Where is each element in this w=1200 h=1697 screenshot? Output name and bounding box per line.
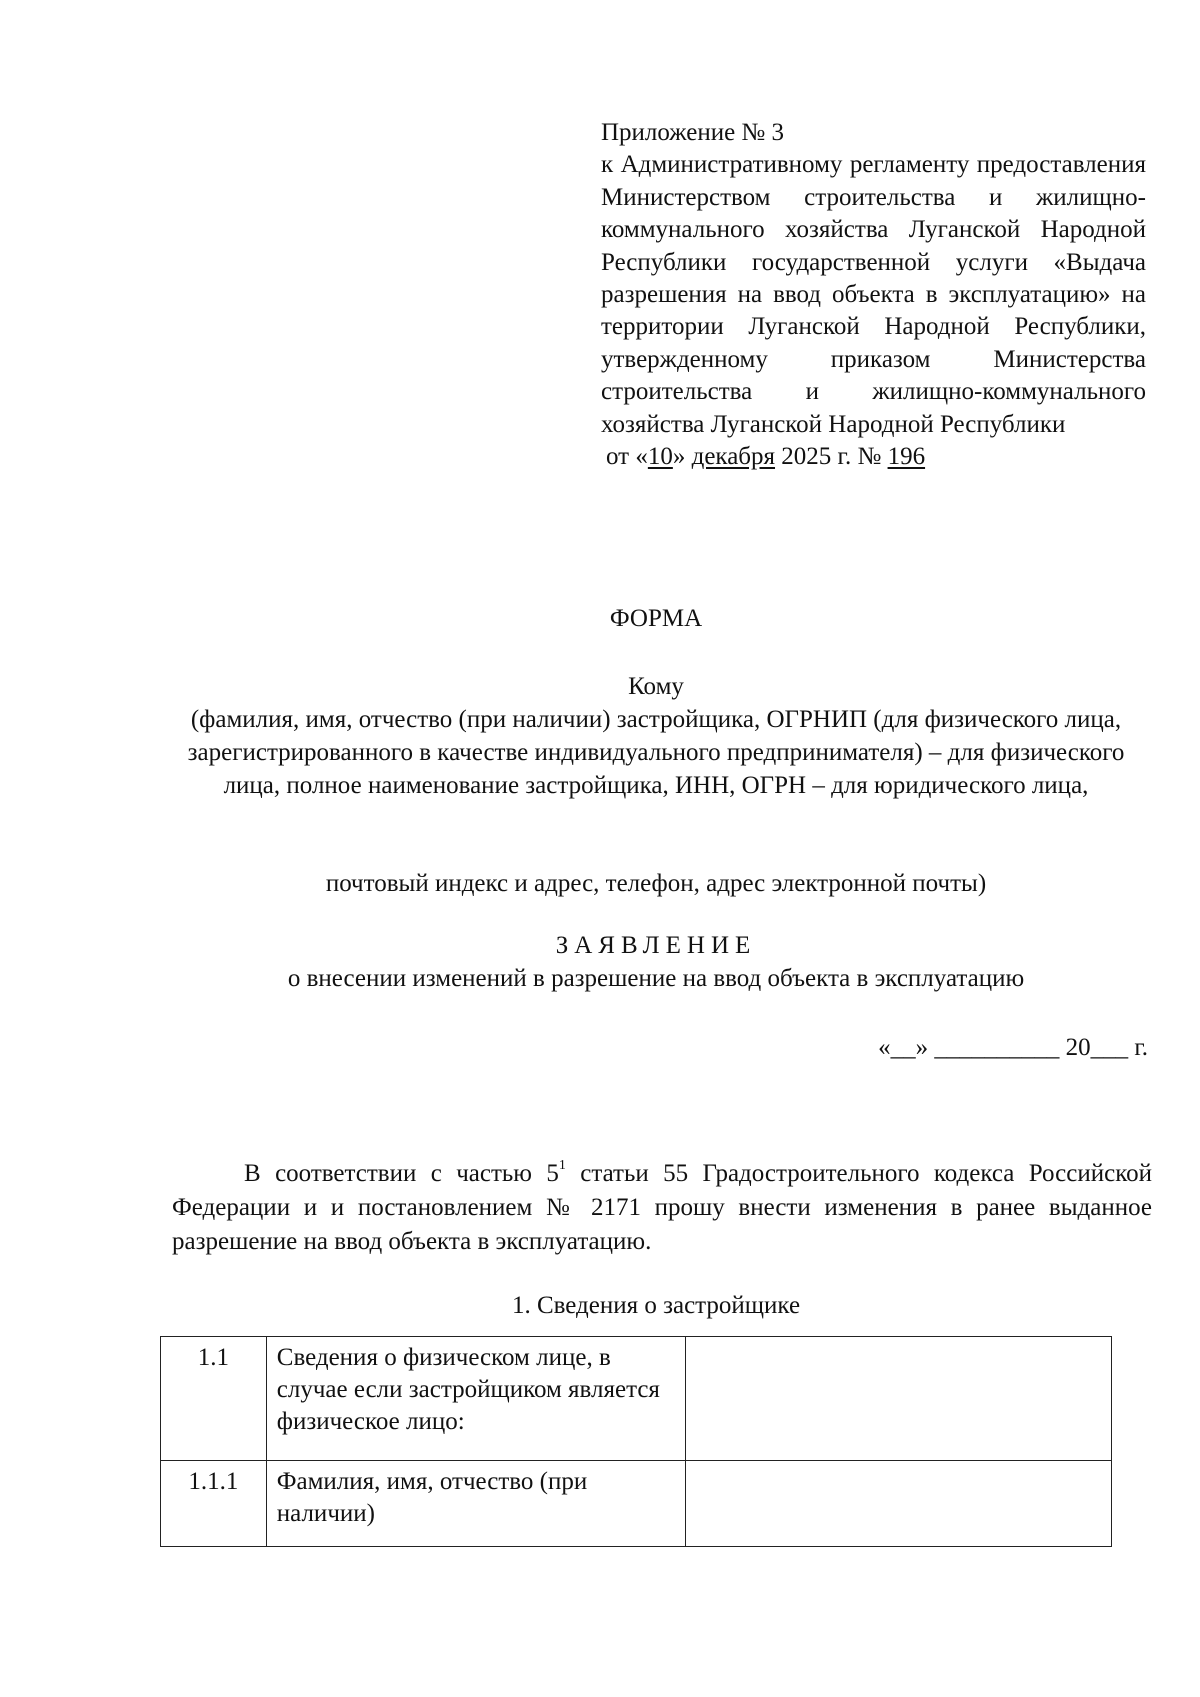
- row-value-field[interactable]: [685, 1461, 1111, 1547]
- row-number: 1.1: [161, 1337, 267, 1461]
- appendix-text: к Административному регламенту предоставления Министерством строительства и жилищно-коммунального хозяйства Луганской Народной Республики государственной услуги «Выдача разрешения на ввод объекта в эксплуатацию» на территории Луганской Народной Республики, утвержденному приказом Министерства строительства и жилищно-коммунального хозяйства Луганской Народной Республики: [601, 151, 1146, 438]
- date-prefix: от «: [606, 443, 648, 471]
- body-sup: 1: [558, 1158, 566, 1173]
- body-paragraph: [172, 1157, 1152, 1259]
- date-day: 10: [647, 443, 673, 471]
- date-month: декабря: [691, 443, 776, 471]
- statement-title: ЗАЯВЛЕНИЕ: [555, 932, 757, 959]
- date-mid: »: [672, 443, 692, 471]
- recipient-hint: (фамилия, имя, отчество (при наличии) застройщика, ОГРНИП (для физического лица, зарегистрированного в качестве индивидуального предпринимателя) – для физического лица, полное наименование застройщика, ИНН, ОГРН – для юридического лица,: [187, 706, 1125, 799]
- recipient-label: Кому: [628, 673, 684, 700]
- row-value-field[interactable]: [685, 1337, 1111, 1461]
- appendix-block: [601, 117, 1146, 473]
- date-line: «__» __________ 20___ г.: [878, 1034, 1148, 1061]
- table-row: [161, 1461, 1112, 1547]
- statement-subtitle: о внесении изменений в разрешение на ввод объекта в эксплуатацию: [287, 965, 1025, 992]
- body-part2: статьи 55 Градостроительного кодекса Российской Федерации и и постановлением № 2171 прошу внести изменения в ранее выданное разрешение на ввод объекта в эксплуатацию.: [172, 1160, 1152, 1255]
- row-label: Фамилия, имя, отчество (при наличии): [266, 1461, 685, 1547]
- appendix-title: Приложение № 3: [601, 119, 785, 146]
- table-row: [161, 1337, 1112, 1461]
- appendix-date: [601, 441, 1146, 473]
- body-part1: В соответствии с частью 5: [244, 1160, 559, 1187]
- developer-info-table: [160, 1336, 1112, 1547]
- form-title: ФОРМА: [609, 605, 703, 632]
- section1-title: 1. Сведения о застройщике: [511, 1292, 801, 1319]
- row-label: Сведения о физическом лице, в случае если застройщиком является физическое лицо:: [266, 1337, 685, 1461]
- order-number: 196: [887, 443, 926, 471]
- date-year: 2025 г. №: [775, 443, 888, 471]
- postal-hint: почтовый индекс и адрес, телефон, адрес электронной почты): [325, 870, 987, 897]
- row-number: 1.1.1: [161, 1461, 267, 1547]
